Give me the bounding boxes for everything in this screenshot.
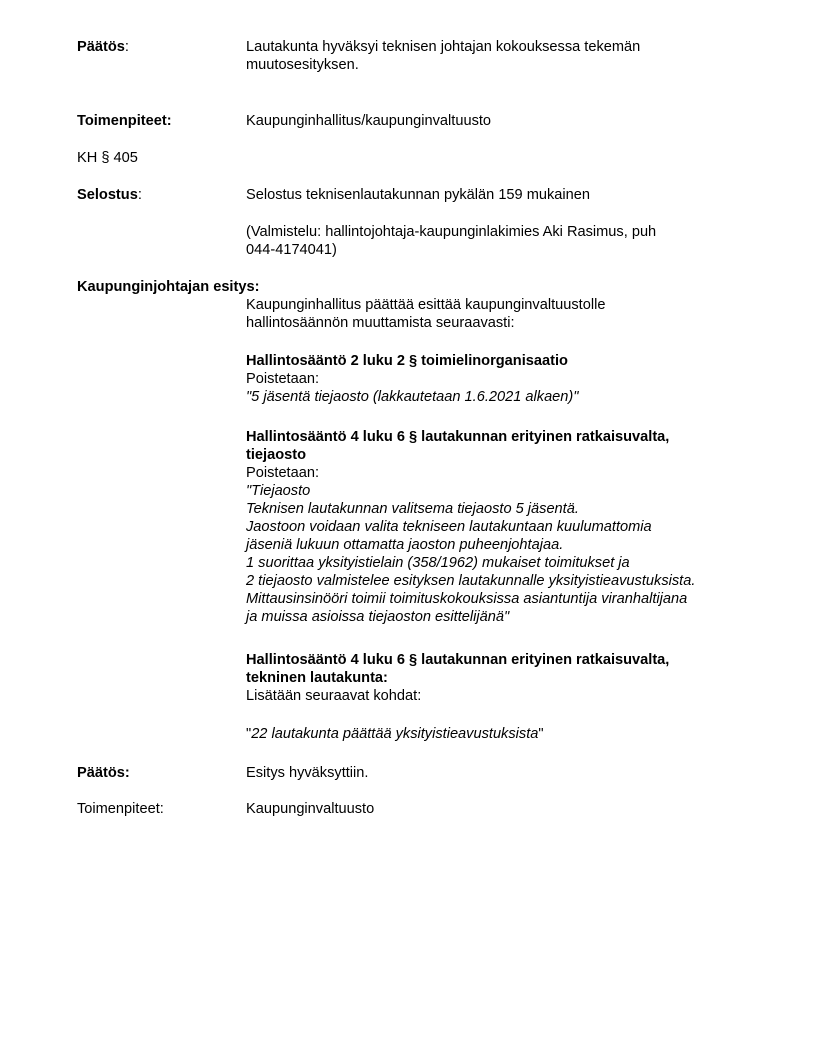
- section2-quote-line: Jaostoon voidaan valita tekniseen lautakuntaan kuulumattomia: [246, 519, 652, 535]
- section3-heading-line: tekninen lautakunta:: [246, 670, 388, 686]
- section1-action: Poistetaan:: [246, 371, 320, 387]
- section1-quote: "5 jäsentä tiejaosto (lakkautetaan 1.6.2021 alkaen)": [246, 389, 579, 405]
- section2-quote-line: 1 suorittaa yksityistielain (358/1962) mukaiset toimitukset ja: [246, 555, 630, 571]
- section2: [246, 428, 695, 626]
- toimenpiteet-final-label: Toimenpiteet:: [77, 801, 164, 817]
- section1-heading: Hallintosääntö 2 luku 2 § toimielinorganisaatio: [246, 353, 568, 369]
- section2-action: Poistetaan:: [246, 465, 320, 481]
- esitys-intro: Kaupunginhallitus päättää esittää kaupunginvaltuustolle hallintosäännön muuttamista seuraavasti:: [246, 297, 606, 331]
- section2-quote-line: jäseniä lukuun ottamatta jaoston puheenjohtajaa.: [246, 537, 564, 553]
- section2-heading-line: tiejaosto: [246, 447, 307, 463]
- section2-quote-line: ja muissa asioissa tiejaoston esittelijänä": [246, 609, 510, 625]
- section2-quote-line: Teknisen lautakunnan valitsema tiejaosto 5 jäsentä.: [246, 501, 579, 517]
- section2-quote-line: Mittausinsinööri toimii toimituskokouksissa asiantuntija viranhaltijana: [246, 591, 688, 607]
- section3-action: Lisätään seuraavat kohdat:: [246, 688, 422, 704]
- section2-quote-line: "Tiejaosto: [246, 483, 311, 499]
- section2-heading-line: Hallintosääntö 4 luku 6 § lautakunnan erityinen ratkaisuvalta,: [246, 429, 670, 445]
- section3: [246, 651, 669, 705]
- section3-quote: "22 lautakunta päättää yksityistieavustuksista": [246, 726, 544, 742]
- selostus-text: Selostus teknisenlautakunnan pykälän 159 mukainen: [246, 187, 591, 203]
- section3-heading-line: Hallintosääntö 4 luku 6 § lautakunnan erityinen ratkaisuvalta,: [246, 652, 670, 668]
- paatos-text: Lautakunta hyväksyi teknisen johtajan kokouksessa tekemän muutosesityksen.: [246, 39, 641, 73]
- paatos-label: Päätös:: [77, 39, 129, 55]
- esitys-label: Kaupunginjohtajan esitys:: [77, 279, 260, 295]
- kh-reference: KH § 405: [77, 150, 138, 166]
- selostus-label: Selostus:: [77, 187, 142, 203]
- toimenpiteet-final-text: Kaupunginvaltuusto: [246, 801, 375, 817]
- valmistelu-text: (Valmistelu: hallintojohtaja-kaupunginlakimies Aki Rasimus, puh 044-4174041): [246, 224, 657, 258]
- toimenpiteet-text: Kaupunginhallitus/kaupunginvaltuusto: [246, 113, 492, 129]
- toimenpiteet-label: Toimenpiteet:: [77, 113, 172, 129]
- paatos-final-label: Päätös:: [77, 765, 130, 781]
- section1: [246, 352, 578, 406]
- paatos-final-text: Esitys hyväksyttiin.: [246, 765, 369, 781]
- section2-quote-line: 2 tiejaosto valmistelee esityksen lautakunnalle yksityistieavustuksista.: [246, 573, 696, 589]
